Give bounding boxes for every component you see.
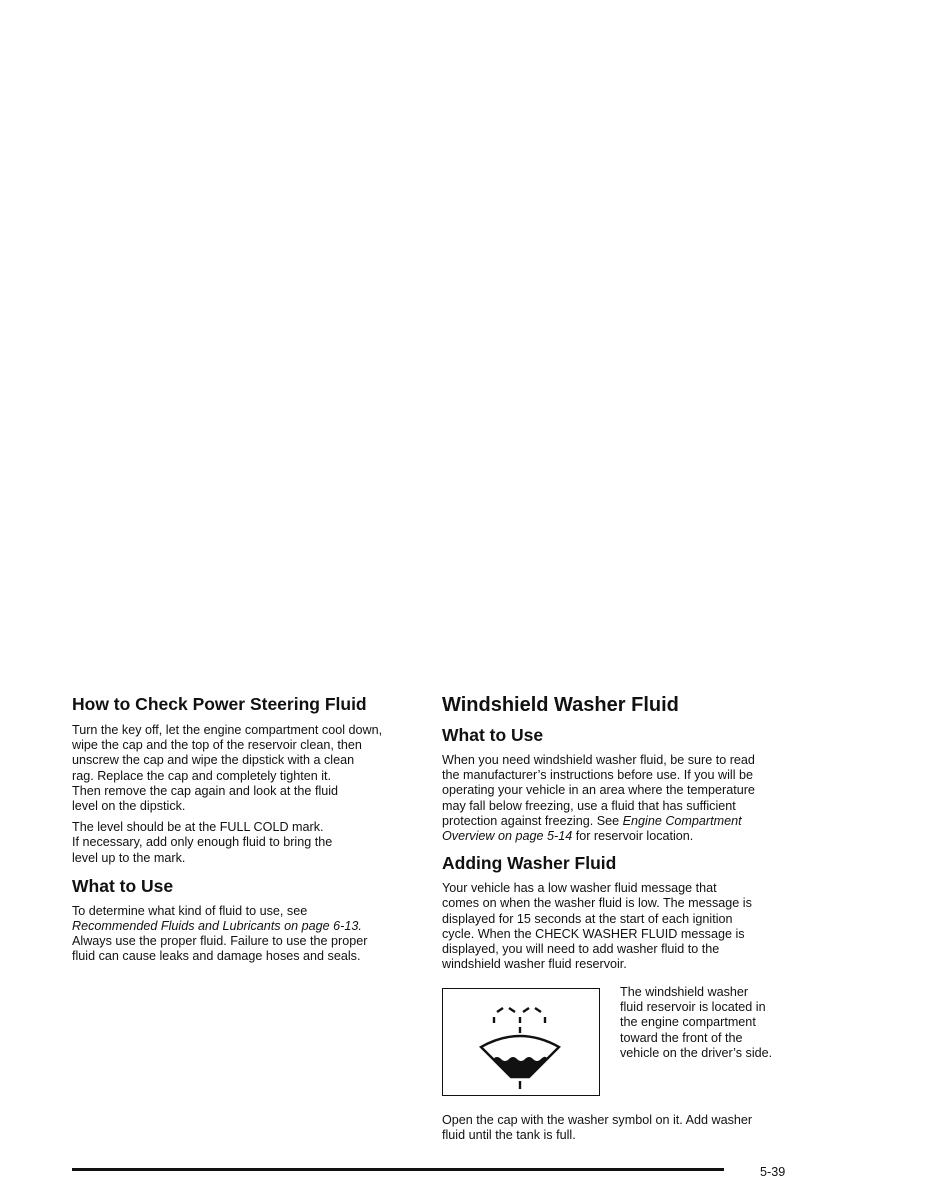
footer-rule <box>72 1168 724 1171</box>
open-cap-instructions: Open the cap with the washer symbol on it. Add washer fluid until the tank is full. <box>442 1113 753 1143</box>
washer-what-to-use-heading: What to Use <box>442 725 544 745</box>
power-steering-heading: How to Check Power Steering Fluid <box>72 694 367 714</box>
washer-what-to-use-text: When you need windshield washer fluid, be sure to read the manufacturer’s instructions before use. If you will be operating your vehicle in an area where the temperature may fall below freezing, use a fluid that has sufficient protection against freezing. See Engine Compartment Overview on page 5-14 for reservoir location. <box>442 753 755 844</box>
engine-compartment-reference-link-cont[interactable]: Overview on page 5-14 <box>442 829 573 844</box>
adding-washer-fluid-heading: Adding Washer Fluid <box>442 853 617 874</box>
adding-washer-fluid-text: Your vehicle has a low washer fluid message that comes on when the washer fluid is low. The message is displayed for 15 seconds at the start of each ignition cycle. When the CHECK WASHER FLUID message is displayed, you will need to add washer fluid to the windshield washer fluid reservoir. <box>442 881 752 972</box>
washer-fluid-title: Windshield Washer Fluid <box>442 694 679 716</box>
page-number: 5-39 <box>760 1165 786 1179</box>
washer-fluid-symbol-icon <box>443 989 601 1097</box>
power-steering-instructions: Turn the key off, let the engine compartment cool down, wipe the cap and the top of the reservoir clean, then unscrew the cap and wipe the dipstick with a clean rag. Replace the cap and completely tighten it. Then remove the cap again and look at the fluid level on the dipstick. <box>72 723 383 814</box>
fluids-reference-link[interactable]: Recommended Fluids and Lubricants on page 6-13. <box>72 919 362 934</box>
fluid-level-text: The level should be at the FULL COLD mark. If necessary, add only enough fluid to bring the level up to the mark. <box>72 820 333 865</box>
left-column <box>72 692 422 965</box>
what-to-use-heading: What to Use <box>72 875 174 896</box>
what-to-use-text: To determine what kind of fluid to use, see Recommended Fluids and Lubricants on page 6-13. Always use the proper fluid. Failure to use the proper fluid can cause leaks and damage hoses and seals. <box>72 903 368 964</box>
right-column <box>442 691 792 972</box>
engine-compartment-reference-link[interactable]: Engine Compartment <box>622 813 742 828</box>
figure-caption: The windshield washer fluid reservoir is located in the engine compartment toward the front of the vehicle on the driver’s side. <box>620 985 773 1060</box>
washer-symbol-figure <box>442 988 600 1096</box>
